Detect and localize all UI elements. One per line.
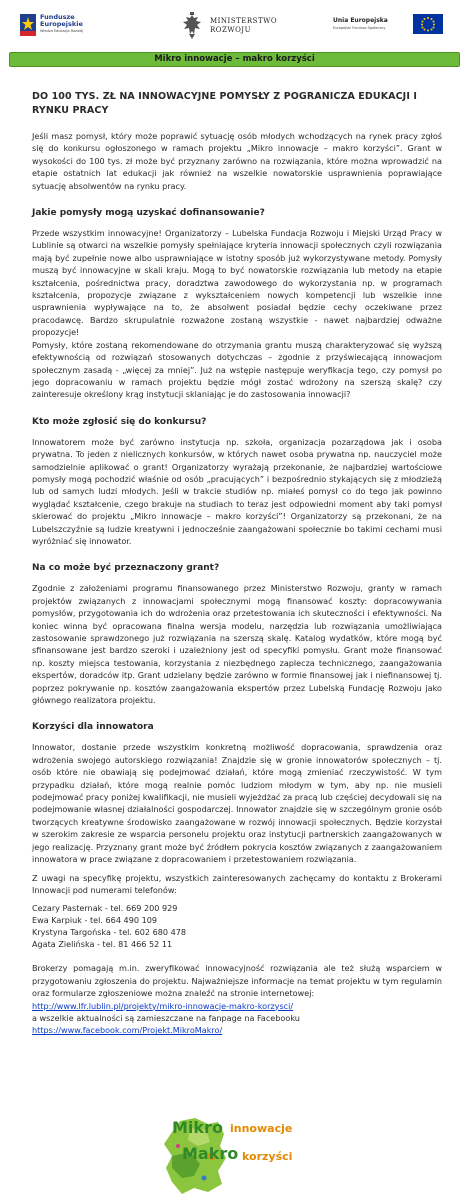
fe-text-3: Wiedza Edukacja Rozwój	[40, 29, 83, 33]
ministry-text-2: ROZWOJU	[210, 26, 252, 34]
logo-word-korzysci: korzyści	[242, 1150, 293, 1163]
contact-item: Ewa Karpiuk - tel. 664 490 109	[32, 915, 158, 926]
contact-item: Cezary Pasternak - tel. 669 200 929	[32, 903, 178, 914]
grant-use-paragraph: Zgodnie z założeniami programu finansowanego przez Ministerstwo Rozwoju, granty w ramach projektów związanych z innowacjami społecznymi mogą finansować koszty: dopracowywania pomysłów, przygotowania ich do wdrożenia oraz przetestowania ich skuteczności i efektywności. Na koniec winna być opracowana finalna wersja modelu, narzędzia lub rozwiązania umożliwiająca zastosowanie sprawdzonego już rozwiązania na szerszą skalę. Katalog wydatków, które mogą być sfinansowane jest bardzo szeroki i uzależniony jest od specyfiki pomysłu. Grant może finansować np. koszty miejsca testowania, korzystania z niezbędnego zaplecza technicznego, zaangażowania ekspertów, doradców itp. Grant udzielany będzie zarówno w formie finansowej jak i niefinansowej tj. poprzez pokrywanie np. kosztów zaangażowania ekspertów przez Lubelską Fundację Rozwoju jako głównego realizatora projektu.	[32, 583, 442, 706]
fundusze-europejskie-logo	[20, 14, 130, 42]
fanpage-text: a wszelkie aktualności są zamieszczane na fanpage na Facebooku	[32, 1012, 300, 1023]
eagle-emblem-icon	[180, 12, 204, 40]
fe-text-2: Europejskie	[40, 20, 83, 28]
intro-paragraph: Jeśli masz pomysł, który może poprawić sytuację osób młodych wchodzących na rynek pracy zgłoś się do konkursu ogłoszonego w ramach projektu „Mikro innowacje – makro korzyści”. Grant w wysokości do 100 tys. zł może być przyznany zarówno na rozwiązania, które można wprowadzić na etapie ostatnich lat edukacji jak również na wszelkie nowatorskie usprawnienia poprawiające sytuację absolwentów na rynku pracy.	[32, 131, 442, 191]
ministry-text-1: MINISTERSTWO	[210, 17, 278, 25]
title-banner	[9, 52, 460, 67]
contact-item: Agata Zielińska - tel. 81 466 52 11	[32, 939, 173, 950]
section-title-benefits: Korzyści dla innowatora	[32, 722, 154, 733]
article	[32, 90, 442, 1037]
funding-paragraph-2: Pomysły, które zostaną rekomendowane do otrzymania grantu muszą charakteryzować się wyższą efektywnością od rozwiązań stosowanych dotychczas – zgodnie z przyświecającą innowacjom społecznym zasadą - „więcej za mniej”. Już na wstępie następuje weryfikacja tego, czy pomysł po jego dopracowaniu w ramach projektu będzie mógł zostać wdrożony na szerszą skalę? czy zainteresuje określony krąg instytucji sklaniając je do zastosowania innowacji?	[32, 339, 442, 400]
logo-word-mikro: Mikro	[172, 1118, 223, 1137]
logo-word-innowacje: innowacje	[230, 1122, 293, 1135]
funding-paragraph-1: Przede wszystkim innowacyjne! Organizatorzy – Lubelska Fundacja Rozwoju i Miejski Urząd Pracy w Lublinie są otwarci na wszelkie pomysły spełniające kryteria innowacji społecznych czyli rozwiązania mają być zupełnie nowe albo usprawniające w istotny sposób już wykorzystywane metody. Pomysły muszą być innowacyjne w skali kraju. Mogą to być nowatorskie rozwiązania lub metody na etapie kształcenia, pośrednictwa pracy, doradztwa zawodowego do wykorzystania np. w programach kształcenia, propozycje związane z wykształceniem nowych kompetencji lub wszelkie inne usprawnienia wypływające na to, że absolwent posiadał będzie cechy oczekiwane przez pracodawcę. Bardzo skrupulatnie rozważone zostaną wszystkie - nawet najbardziej odważne propozycje!	[32, 228, 442, 338]
section-title-grant-use: Na co może być przeznaczony grant?	[32, 563, 220, 574]
outro-paragraph: Brokerzy pomagają m.in. zweryfikować innowacyjność rozwiązania ale też służą wsparciem w przygotowaniu zgłoszenia do projektu. Najważniejsze informacje na temat projektu w tym regulamin oraz formularze zgłoszeniowe można znaleźć na stronie internetowej:	[32, 963, 442, 999]
banner-title: Mikro innowacje – makro korzyści	[154, 54, 315, 64]
fe-text-1: Fundusze	[40, 13, 75, 21]
fe-star-icon	[20, 14, 36, 36]
contact-intro: Z uwagi na specyfikę projektu, wszystkich zainteresowanych zachęcamy do kontaktu z Brokerami Innowacji pod numerami telefonów:	[32, 872, 442, 895]
section-title-funding: Jakie pomysły mogą uzyskać dofinansowanie?	[32, 208, 265, 219]
contact-list	[32, 902, 442, 950]
eu-flag-icon	[413, 14, 443, 34]
mikro-makro-logo	[150, 1108, 330, 1198]
logo-word-makro: Makro	[182, 1144, 239, 1163]
facebook-link[interactable]: https://www.facebook.com/Projekt.MikroMakro/	[32, 1025, 223, 1036]
section-title-who: Kto może zgłosić się do konkursu?	[32, 416, 207, 427]
eu-text-1: Unia Europejska	[333, 17, 388, 24]
unia-europejska-logo	[333, 14, 453, 42]
ministerstwo-logo	[180, 12, 280, 42]
header-logos	[0, 0, 469, 52]
article-heading: DO 100 TYS. ZŁ NA INNOWACYJNE POMYSŁY Z POGRANICZA EDUKACJI I RYNKU PRACY	[32, 91, 417, 116]
who-paragraph: Innowatorem może być zarówno instytucja np. szkoła, organizacja pozarządowa jak i osoba prywatna. To jeden z nielicznych konkursów, w których nawet osoba prywatna np. nauczyciel może samodzielnie aplikować o grant! Organizatorzy wyrażają przekonanie, że najbardziej wartościowe pomysły mogą pochodzić właśnie od osób „pracujących” i bezpośrednio stykających się z młodzieżą lub od samych ludzi młodych. Jeśli w trakcie studiów np. miałeś pomysł co do tego jak powinno wyglądać kształcenie, czego brakuje na studiach to teraz jest odpowiedni moment aby taki pomysł skierować do projektu „Mikro innowacje – makro korzyści”! Organizatorzy są przekonani, że na Lubelszczyźnie są ludzie kreatywni i jednocześnie zaangażowani społecznie bo takimi cechami musi wyróżniać się innowator.	[32, 436, 442, 546]
eu-text-2: Europejski Fundusz Społeczny	[333, 26, 386, 30]
contact-item: Krystyna Targońska - tel. 602 680 478	[32, 927, 187, 938]
project-website-link[interactable]: http://www.lfr.lublin.pl/projekty/mikro-innowacje-makro-korzysci/	[32, 1000, 294, 1011]
benefits-paragraph: Innowator, dostanie przede wszystkim konkretną możliwość dopracowania, sprawdzenia oraz wdrożenia swojego autorskiego rozwiązania! Znajdzie się w gronie innowatorów społecznych – tj. osób które nie obawiają się podejmować działań, które mogą zmieniać rzeczywistość. W tym przypadku działań, które mogą realnie pomóc ludziom młodym w tym, aby np. nie musieli podejmować pracy poniżej kwalifikacji, nie musieli wyjeżdżać za pracą lub częściej decydowali się na podejmowanie własnej działalności gospodarczej. Innowator znajdzie się w szczególnym gronie osób tworzących kreatywne środowisko zaangażowane w rozwój innowacji społecznych. Będzie korzystał w szerokim zakresie ze wsparcia personelu projektu oraz instytucji partnerskich zaangażowanych w jego realizację. Przyznany grant może być źródłem pokrycia kosztów związanych z zaangażowaniem innowatora w prace związane z dopracowaniem i przetestowaniem rozwiązania.	[32, 742, 442, 865]
